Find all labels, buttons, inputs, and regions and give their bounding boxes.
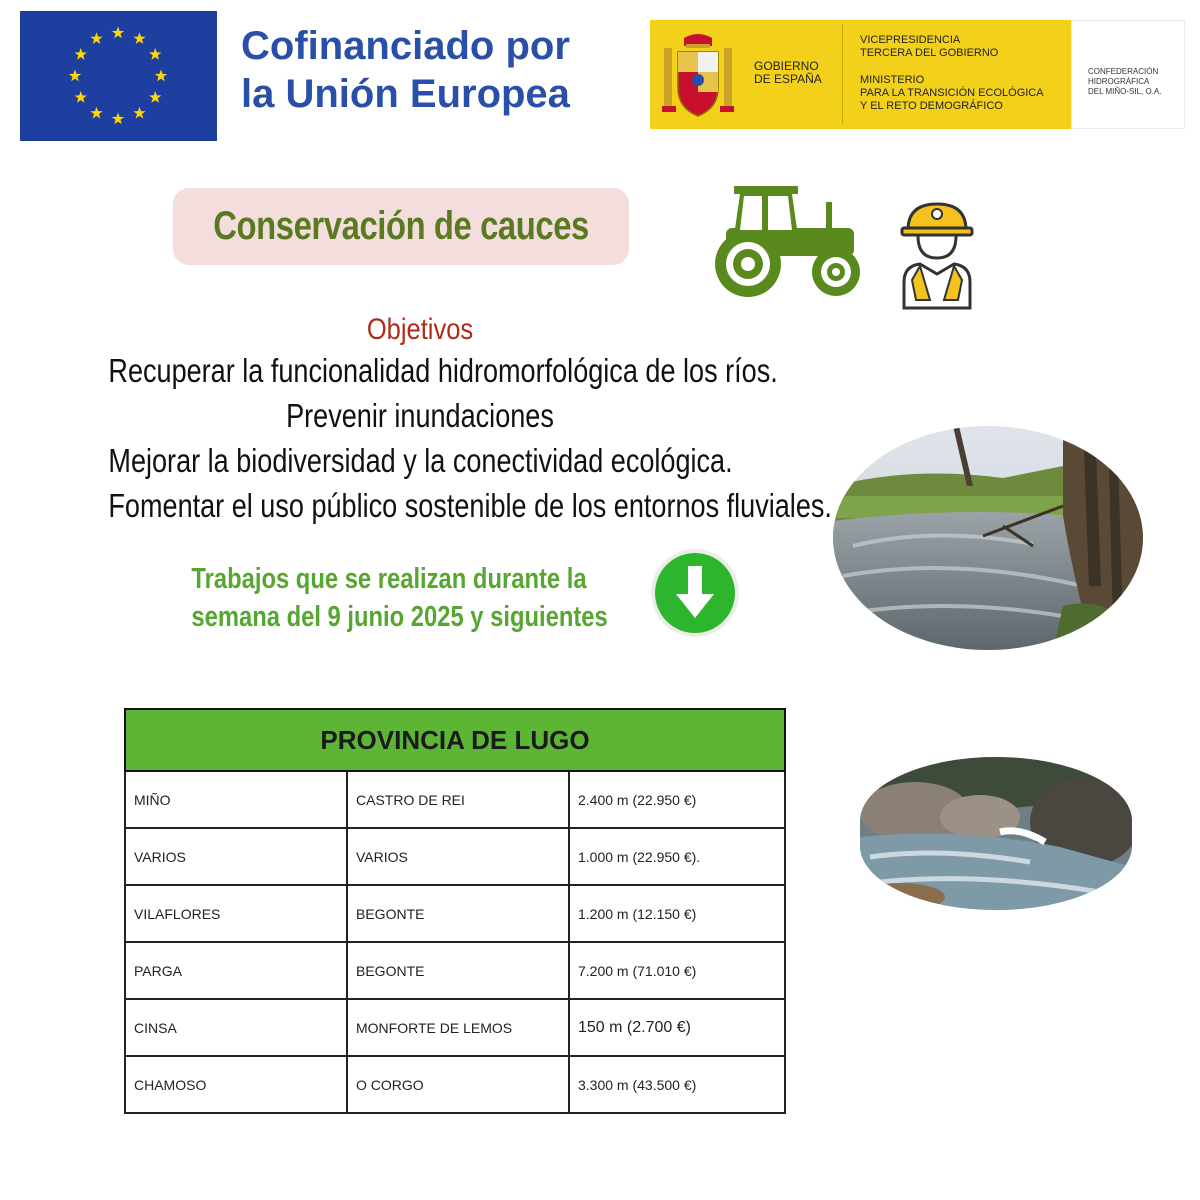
banner-divider [842, 24, 843, 124]
river-cell: PARGA [125, 942, 347, 999]
length-cost-cell: 3.300 m (43.500 €) [569, 1056, 785, 1113]
river-cell: VARIOS [125, 828, 347, 885]
table-row [125, 885, 785, 942]
river-cell: CHAMOSO [125, 1056, 347, 1113]
municipality-cell: O CORGO [347, 1056, 569, 1113]
page-title: Conservación de cauces [213, 204, 589, 248]
length-cost-cell: 7.200 m (71.010 €) [569, 942, 785, 999]
conf-line3: DEL MIÑO-SIL, O.A. [1088, 87, 1162, 96]
vicepresidencia-label [860, 34, 1070, 60]
eu-text-line1: Cofinanciado por [241, 24, 570, 68]
government-banner [650, 20, 1185, 129]
length-cost-cell: 1.000 m (22.950 €). [569, 828, 785, 885]
confederacion-box [1071, 20, 1185, 129]
ministry-line3: Y EL RETO DEMOGRÁFICO [860, 100, 1003, 112]
municipality-cell: VARIOS [347, 828, 569, 885]
tractor-icon [706, 184, 866, 299]
down-arrow-icon [650, 548, 740, 638]
conf-line2: HIDROGRÁFICA [1088, 77, 1150, 86]
objectives-heading: Objetivos [366, 313, 474, 346]
river-cell: MIÑO [125, 771, 347, 828]
objectives-section [40, 312, 832, 528]
municipality-cell: BEGONTE [347, 885, 569, 942]
table-row [125, 999, 785, 1056]
confederacion-label [1088, 67, 1183, 97]
river-photo [833, 426, 1143, 650]
works-announcement [150, 560, 610, 636]
objective-line-2: Prevenir inundaciones [286, 397, 554, 434]
municipality-cell: BEGONTE [347, 942, 569, 999]
objective-line-3: Mejorar la biodiversidad y la conectividad ecológica. [108, 442, 733, 479]
eu-cofinancing-text [241, 22, 641, 118]
gobierno-label [754, 60, 844, 86]
objective-line-1: Recuperar la funcionalidad hidromorfológica de los ríos. [108, 352, 778, 389]
length-cost-cell: 150 m (2.700 €) [569, 999, 785, 1056]
ministry-line2: PARA LA TRANSICIÓN ECOLÓGICA [860, 87, 1044, 99]
lugo-works-table [124, 708, 786, 1114]
river-cell: VILAFLORES [125, 885, 347, 942]
works-line-2: semana del 9 junio 2025 y siguientes [191, 601, 608, 633]
coat-of-arms-icon [662, 30, 734, 122]
ministerio-label [860, 74, 1070, 113]
municipality-cell: CASTRO DE REI [347, 771, 569, 828]
gobierno-line1: GOBIERNO [754, 59, 819, 73]
length-cost-cell: 1.200 m (12.150 €) [569, 885, 785, 942]
worker-icon [898, 200, 976, 310]
eu-text-line2: la Unión Europea [241, 72, 570, 116]
table-header: PROVINCIA DE LUGO [125, 709, 785, 771]
vice-line2: TERCERA DEL GOBIERNO [860, 47, 999, 59]
ministry-line1: MINISTERIO [860, 74, 925, 86]
table-row [125, 942, 785, 999]
table-row [125, 771, 785, 828]
title-box [173, 188, 629, 265]
river-cell: CINSA [125, 999, 347, 1056]
conf-line1: CONFEDERACIÓN [1088, 67, 1159, 76]
eu-flag-logo [20, 11, 217, 141]
table-row [125, 828, 785, 885]
length-cost-cell: 2.400 m (22.950 €) [569, 771, 785, 828]
table-row [125, 1056, 785, 1113]
vice-line1: VICEPRESIDENCIA [860, 34, 961, 46]
objective-line-4: Fomentar el uso público sostenible de los entornos fluviales. [108, 487, 832, 524]
gobierno-line2: DE ESPAÑA [754, 72, 822, 86]
rocks-photo [860, 757, 1132, 910]
works-line-1: Trabajos que se realizan durante la [191, 563, 587, 595]
municipality-cell: MONFORTE DE LEMOS [347, 999, 569, 1056]
